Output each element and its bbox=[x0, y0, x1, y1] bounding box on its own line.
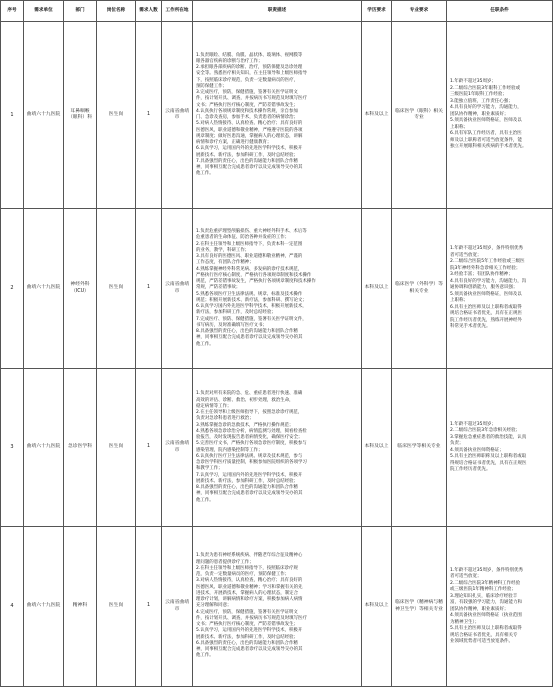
cell-education: 本科及以上 bbox=[362, 527, 392, 687]
cell-education: 本科及以上 bbox=[362, 22, 392, 209]
cell-duties bbox=[193, 209, 362, 369]
cell-unit: 曲靖六十九医院 bbox=[24, 369, 64, 527]
cell-seq: 3 bbox=[1, 369, 24, 527]
cell-seq: 2 bbox=[1, 209, 24, 369]
cell-major: 临床医学（外科学）等相关专业 bbox=[392, 209, 447, 369]
cell-position: 医生岗 bbox=[97, 22, 136, 209]
duties-text: 1.负责危重护理型颅脑损伤、重大神经外科手术、术后等 危重患者的生命体征、防治各种并发症的工作； 2.在科主任领导和上级医师指导下，负责本科一定范围 的业务，教学，科研工作； 3.具有良好的医德医风、职业道德和敬业精神，严谨的 工作态度，有团队合作精神； 4.熟练掌握神经外科常见病、多发病的诊疗技术规范， 严格执行医疗核心制度，严格执行各项规章制度和技术操作 规范，严防差错事故发生，严格执行各项规章制度和技术操作 常规，严防差错事故； 5.熟悉各项医疗卫生法律法规、规章、标准及技术操作 规范；积极开展新技术、新疗法，参加科研、撰写论文； 6.认真学习国内外先进医学科学技术，积极开展新技术， 新疗法，参加科研工作，及时总结经验； 7.完成医疗、预防、保健措施，签署有关医学证明文件， 书写病历，及时准确填写医疗文书； 8.具备强烈的责任心，出色的沟通能力和团队合作精 神，同事相互配合完成患者诊疗以及完成领导交办的其 他工作。 bbox=[196, 229, 316, 347]
header-row bbox=[1, 1, 553, 22]
header-count: 需求人数 bbox=[136, 1, 162, 22]
cell-education: 本科及以上 bbox=[362, 209, 392, 369]
cell-dept: 神经外科（ICU） bbox=[64, 209, 97, 369]
duties-text: 1.负责为患有神经系统疾病、伴随老年综合征及精神心 理问题的患者提供诊疗工作； 2.在科主任领导和上级医师指导下，按照临床诊疗规 范，负责一定数量病员的医疗，预防保健工作； 3.对病人热情接待，认真检查，精心治疗；具有良好的 医德医风、职业道德和敬业精神；学习和掌握有关的先 进技术，开展新技术，掌握病人的心理状态，制定合 理诊疗计划，讲解病情和诊疗方案，积极参加病人病情 充分理解和同意； 4.完成医疗，预防，保健措施，签署有关医学证明文 件，按计划开具、调查，并按病历书写规范及时填写医疗 文书；严格执行医疗核心制度，严防差错事故发生； 5.认真学习，运用国内外的先进医学科学技术，积极开 展新技术、新疗法，参加科研工作，及时总结经验； 6.具备强烈的责任心，出色的沟通能力和团队合作精 神，同事相互配合完成患者诊疗以及完成领导交办的其 他工作。 bbox=[196, 553, 307, 659]
header-position: 岗位名称 bbox=[97, 1, 136, 22]
header-requirements: 任职条件 bbox=[447, 1, 553, 22]
cell-unit: 曲靖六十九医院 bbox=[24, 209, 64, 369]
cell-unit: 曲靖六十九医院 bbox=[24, 527, 64, 687]
requirements-text: 1.年龄不超过35周岁； 2.二级综合医院3年眼科工作经验或 三级医院1年眼科工作经验； 3.能独立值班，工作责任心强； 4.具有良好的学习能力，沟通能力， 团队协作精神，职业素质好； 5.须具备执业医师资格证，医师及以 上职称； 6.具有军队工作经历者，具有主治医 师及以上职称者可适当放宽条件，能 独立开展眼科相关疾病的手术者优先。 bbox=[450, 79, 527, 150]
duties-text: 1.负责眼睑、结膜、角膜、晶状体、玻璃体、视网膜等 眼各器官疾病的诊断与治疗工作； 2.承担眼各部疾病的诊断、治疗，预防保健及急诊处理 安全等。熟悉医疗相关知识，在主任领导和上级医师指导 下，按照临床诊疗规范，负责一定数量病员的医疗， 预防保健工作； 3.完成医疗，预防，保健措施，签署有关医学证明文 件，按计划开具、调查，并按病历书写规范及时填写医疗 文书；严格执行医疗核心制度，严防差错事故发生； 4.认真执行各项规章制度和技术操作常规，亲自参加 门、急诊及查房，参加手术，负责患者的病情诊治； 5.对病人热情接待、认真检查、精心治疗；具有良好的 医德医风，职业道德和敬业精神，严格遵守医院的各项 规章制度；做好医患沟通，掌握病人的心理状态，讲解 病情和诊疗方案，正确进行健康教育； 6.认真学习，运用国内外的先进医学科学技术，积极开 展新技术、新疗法，参加科研工作，及时总结经验； 7.具备强烈的责任心，出色的沟通能力和团队合作精 神，同事相互配合完成患者诊疗以及完成领导交办的其 他工作。 bbox=[196, 52, 307, 177]
header-unit: 需求单位 bbox=[24, 1, 64, 22]
cell-education: 本科及以上 bbox=[362, 369, 392, 527]
header-seq: 序号 bbox=[1, 1, 24, 22]
cell-major: 临床医学（精神病与精神卫生学）等相关专业 bbox=[392, 527, 447, 687]
table-row bbox=[1, 22, 553, 209]
cell-location: 云南省曲靖市 bbox=[162, 209, 193, 369]
cell-major: 临床医学（眼科）相关专业 bbox=[392, 22, 447, 209]
header-location: 工作所在地 bbox=[162, 1, 193, 22]
cell-duties bbox=[193, 527, 362, 687]
cell-requirements bbox=[447, 369, 553, 527]
cell-position: 医生岗 bbox=[97, 209, 136, 369]
cell-location: 云南省曲靖市 bbox=[162, 22, 193, 209]
cell-unit: 曲靖六十九医院 bbox=[24, 22, 64, 209]
cell-duties bbox=[193, 369, 362, 527]
cell-count: 1 bbox=[136, 22, 162, 209]
cell-location: 云南省曲靖市 bbox=[162, 369, 193, 527]
cell-count: 1 bbox=[136, 527, 162, 687]
cell-requirements bbox=[447, 527, 553, 687]
cell-count: 1 bbox=[136, 209, 162, 369]
header-dept: 部门 bbox=[64, 1, 97, 22]
header-major: 专业要求 bbox=[392, 1, 447, 22]
table-row bbox=[1, 209, 553, 369]
cell-seq: 4 bbox=[1, 527, 24, 687]
requirements-text: 1.年龄不超过35周岁，条件特别优秀 者可适当放宽； 2.二级综合医院3年精神科工作经验 或三级医院1年精神科工作经验； 3.理论知识扎实，临床诊疗经验丰 富，有较强的学习能力，沟通能力和 团队协作精神，职业素质好； 4.须具备执业医师资格证（执业范围 为精神卫生）； 5.具有主治医师及以上职称者或取得 规培合格证书者优先，具有相关专 业领域优势者可适当放宽条件。 bbox=[450, 567, 524, 644]
table-row bbox=[1, 527, 553, 687]
cell-major: 临床医学等相关专业 bbox=[392, 369, 447, 527]
cell-requirements bbox=[447, 22, 553, 209]
header-duties: 职责描述 bbox=[193, 1, 362, 22]
header-education: 学历要求 bbox=[362, 1, 392, 22]
cell-location: 云南省曲靖市 bbox=[162, 527, 193, 687]
cell-position: 医生岗 bbox=[97, 527, 136, 687]
duties-text: 1.负责对所有来院的急、危、重症患者进行快速、准确 高效的评估、诊断、救治、初步处理，救治生命， 稳定病情等工作； 2.在主任领导和上级医师指导下，按照急诊诊疗规范， 负责对急诊科患者进行救治； 3.熟练掌握急诊的急救技术，严格执行操作规范； 4.熟悉各项急诊诊治分析，病情监测与处理，阅看检查检 验报告，及时发现报告患者病情变化，确保医疗安全； 5.完善医疗文书，严格执行各项急诊医疗制度，积极参与 感染管理，院内感染控制等工作； 6.认真执行医疗卫生法律法规、规章及技术规范，参与 急诊医学科医疗质量控制，积极参加医院组织的各项学习 和教学工作； 7.认真学习，运用国内外的先进医学科学技术，积极开 展新技术、新疗法，参加科研工作，及时总结经验； 8.具备强烈的责任心，出色的沟通能力和团队合作精 神，同事相互配合完成患者诊疗以及完成领导交办的其 他工作。 bbox=[196, 391, 307, 503]
cell-dept: 耳鼻咽喉（眼科）科 bbox=[64, 22, 97, 209]
cell-position: 医生岗 bbox=[97, 369, 136, 527]
requirements-text: 1.年龄不超过35周岁，条件特别优秀 者可适当放宽； 2.二级综合医院5年工作经验或三级医 院3年神经外科急诊相关工作经验； 3.经验丰富；有团队协作精神； 4.具有良好的学习能力，沟通能力，沟 通协调和创新能力，服务意识强； 5.须具备执业医师资格证，医师及以 上职称； 6.具有主治医师及以上职称者或取得 规培合格证书者优先，具有在正规医 院工作经历者优先，熟练开展神经外 科常见手术者优先。 bbox=[450, 246, 527, 330]
cell-dept: 急诊医学科 bbox=[64, 369, 97, 527]
table-row bbox=[1, 369, 553, 527]
cell-duties bbox=[193, 22, 362, 209]
cell-seq: 1 bbox=[1, 22, 24, 209]
cell-count: 1 bbox=[136, 369, 162, 527]
requirements-text: 1.年龄不超过35周岁； 2.二级综合医院3年急诊相关经验； 3.掌握危急重症患者的救治技能，认真 负责； 4.须具备执业医师资格证； 5.具有主治医师职称及以上职称者或取 得规培合格证书者优先，具有在正规医 院工作经历者优先。 bbox=[450, 421, 527, 472]
cell-requirements bbox=[447, 209, 553, 369]
cell-dept: 精神科 bbox=[64, 527, 97, 687]
